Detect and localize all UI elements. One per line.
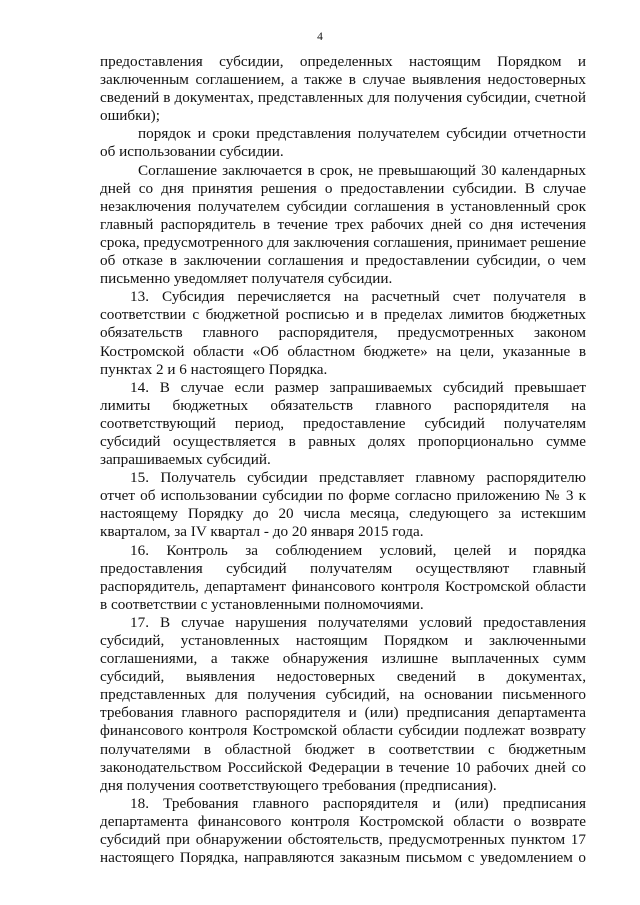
paragraph-continuation: предоставления субсидии, определенных настоящим Порядком и заключенным соглашением, а также в случае выявления недостоверных сведений в документах, представленных для получения субсидии, счетной ошибки); xyxy=(100,53,586,125)
paragraph-reporting-procedure: порядок и сроки представления получателем субсидии отчетности об использовании субсидии. xyxy=(100,125,586,161)
paragraph-item-16: 16. Контроль за соблюдением условий, целей и порядка предоставления субсидий получателям осуществляют главный распорядитель, департамент финансового контроля Костромской области в соответствии с установленными полномочиями. xyxy=(100,541,586,613)
paragraph-item-17: 17. В случае нарушения получателями условий предоставления субсидий, установленных настоящим Порядком и заключенными соглашениями, а также обнаружения излишне выплаченных сумм субсидий, выявления недостоверных сведений в документах, представленных для получения субсидий, на основании письменного требования главного распорядителя и (или) предписания департамента финансового контроля Костромской области субсидии подлежат возврату получателями в областной бюджет в соответствии с бюджетным законодательством Российской Федерации в течение 10 рабочих дней со дня получения соответствующего требования (предписания). xyxy=(100,613,586,794)
page-number: 4 xyxy=(317,31,323,43)
document-body xyxy=(100,53,586,867)
paragraph-item-18: 18. Требования главного распорядителя и (или) предписания департамента финансового контроля Костромской области о возврате субсидий при обнаружении обстоятельств, предусмотренных пунктом 17 настоящего Порядка, направляются заказным письмом с уведомлением о xyxy=(100,794,586,867)
paragraph-item-13: 13. Субсидия перечисляется на расчетный счет получателя в соответствии с бюджетной росписью и в пределах лимитов бюджетных обязательств главного распорядителя, предусмотренных законом Костромской области «Об областном бюджете» на цели, указанные в пунктах 2 и 6 настоящего Порядка. xyxy=(100,288,586,378)
paragraph-item-15: 15. Получатель субсидии представляет главному распорядителю отчет об использовании субсидии по форме согласно приложению № 3 к настоящему Порядку до 20 числа месяца, следующего за истекшим кварталом, за IV квартал - до 20 января 2015 года. xyxy=(100,469,586,541)
paragraph-item-14: 14. В случае если размер запрашиваемых субсидий превышает лимиты бюджетных обязательств главного распорядителя на соответствующий период, предоставление субсидий получателям субсидий осуществляется в равных долях пропорционально сумме запрашиваемых субсидий. xyxy=(100,378,586,469)
paragraph-agreement-term: Соглашение заключается в срок, не превышающий 30 календарных дней со дня принятия решения о предоставлении субсидии. В случае незаключения получателем субсидии соглашения в установленный срок главный распорядитель в течение трех рабочих дней со дня истечения срока, предусмотренного для заключения соглашения, принимает решение об отказе в заключении соглашения и предоставлении субсидии, о чем письменно уведомляет получателя субсидии. xyxy=(100,161,586,288)
